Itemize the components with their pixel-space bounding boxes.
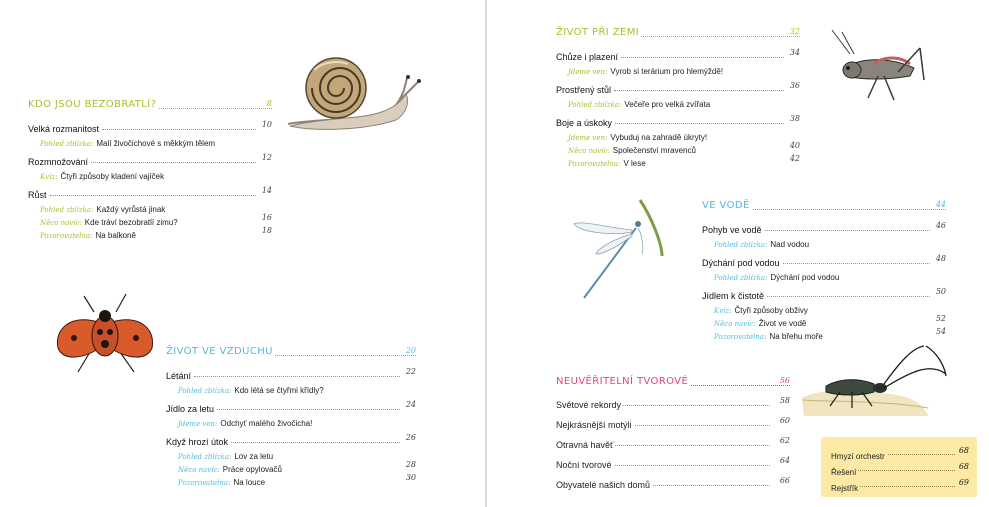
toc-section-ve-vode xyxy=(702,200,946,339)
toc-page-number: 54 xyxy=(935,327,946,336)
longhorn-beetle-illustration xyxy=(800,342,950,422)
toc-entry[interactable] xyxy=(28,152,272,166)
toc-section-kdo-jsou-bezobratli xyxy=(28,99,272,238)
toc-leader-dots xyxy=(50,195,256,196)
toc-subentry-tag: Pohled zblízka: xyxy=(568,101,622,109)
toc-subentry[interactable] xyxy=(28,133,272,146)
toc-entry-label: Noční tvorové xyxy=(556,460,612,470)
toc-entry[interactable] xyxy=(702,253,946,267)
section-page-number: 8 xyxy=(266,99,272,108)
toc-subentry[interactable] xyxy=(28,166,272,179)
snail-illustration xyxy=(286,50,426,136)
toc-subentry-tag: Pozorovatelna: xyxy=(714,333,767,341)
section-title[interactable]: ŽIVOT PŘI ZEMI xyxy=(556,27,640,38)
toc-subentry-text: Společenství mravenců xyxy=(612,146,696,155)
toc-entry[interactable] xyxy=(556,435,790,450)
toc-leader-dots xyxy=(767,296,930,297)
toc-subentry-tag: Pohled zblízka: xyxy=(40,140,94,148)
section-header xyxy=(166,346,416,360)
toc-entry[interactable] xyxy=(556,113,800,127)
toc-page-number: 36 xyxy=(789,81,800,90)
toc-page-number: 52 xyxy=(935,314,946,323)
toc-entry[interactable] xyxy=(702,286,946,300)
toc-page-number: 64 xyxy=(779,456,790,465)
toc-subentry[interactable] xyxy=(702,326,946,339)
appendix-entry[interactable] xyxy=(831,462,969,478)
toc-subentry[interactable] xyxy=(166,413,416,426)
toc-leader-dots xyxy=(231,442,400,443)
toc-entry-label: Nejkrásnější motýli xyxy=(556,420,632,430)
toc-page-number: 62 xyxy=(779,436,790,445)
toc-subentry[interactable] xyxy=(28,225,272,238)
toc-subentry-text: Malí živočichové s měkkým tělem xyxy=(96,139,216,148)
toc-page-number: 16 xyxy=(261,213,272,222)
section-header xyxy=(556,376,790,390)
toc-subentry[interactable] xyxy=(702,234,946,247)
toc-entry-label: Prostřený stůl xyxy=(556,85,612,95)
toc-page-number: 68 xyxy=(958,462,969,471)
toc-subentry-text: Na louce xyxy=(233,478,266,487)
appendix-entry[interactable] xyxy=(831,446,969,462)
toc-entry[interactable] xyxy=(28,119,272,133)
toc-page-number: 38 xyxy=(789,114,800,123)
toc-subentry-tag: Pohled zblízka: xyxy=(714,274,768,282)
toc-page-number: 68 xyxy=(958,446,969,455)
section-entries xyxy=(556,395,790,490)
section-header xyxy=(702,200,946,214)
toc-page-number: 42 xyxy=(789,154,800,163)
toc-page-number: 69 xyxy=(958,478,969,487)
toc-subentry-tag: Něco navíc: xyxy=(40,219,82,227)
toc-subentry-text: Na břehu moře xyxy=(769,332,823,341)
toc-section-neuveritelni-tvorove xyxy=(556,376,790,490)
toc-subentry[interactable] xyxy=(702,300,946,313)
toc-subentry-text: Vybuduj na zahradě úkryty! xyxy=(610,133,708,142)
toc-subentry-tag: Jdeme ven: xyxy=(568,68,608,76)
toc-subentry-tag: Pozorovatelna: xyxy=(568,160,621,168)
toc-entry[interactable] xyxy=(702,220,946,234)
toc-entry-label: Růst xyxy=(28,190,47,200)
section-page-number: 56 xyxy=(779,376,790,385)
toc-subentry[interactable] xyxy=(556,61,800,74)
toc-entry[interactable] xyxy=(166,432,416,446)
toc-subentry-tag: Něco navíc: xyxy=(714,320,756,328)
toc-entry-label: Jídlo za letu xyxy=(166,404,215,414)
toc-subentry-text: Vyrob si terárium pro hlemýždě! xyxy=(610,67,724,76)
toc-subentry-text: Nad vodou xyxy=(770,240,810,249)
section-entries xyxy=(166,366,416,485)
toc-subentry-tag: Kvíz: xyxy=(714,307,732,315)
toc-subentry-tag: Kvíz: xyxy=(40,173,58,181)
section-entries xyxy=(702,220,946,339)
toc-entry-label: Boje a úskoky xyxy=(556,118,613,128)
toc-leader-dots xyxy=(621,57,784,58)
toc-entry[interactable] xyxy=(556,47,800,61)
appendix-box xyxy=(821,437,977,497)
toc-entry-label: Obyvatelé našich domů xyxy=(556,480,651,490)
toc-leader-dots xyxy=(102,129,256,130)
section-title[interactable]: KDO JSOU BEZOBRATLÍ? xyxy=(28,99,157,110)
toc-page-number: 40 xyxy=(789,141,800,150)
toc-subentry-tag: Jdeme ven: xyxy=(178,420,218,428)
section-page-number: 32 xyxy=(789,27,800,36)
toc-page-number: 46 xyxy=(935,221,946,230)
toc-entry-label: Jídlem k čistotě xyxy=(702,291,765,301)
section-title[interactable]: ŽIVOT VE VZDUCHU xyxy=(166,346,273,357)
toc-page-number: 50 xyxy=(935,287,946,296)
toc-entry[interactable] xyxy=(556,395,790,410)
section-page-number: 44 xyxy=(935,200,946,209)
toc-subentry[interactable] xyxy=(166,472,416,485)
toc-page-number: 22 xyxy=(405,367,416,376)
toc-subentry-text: Lov za letu xyxy=(234,452,274,461)
toc-leader-dots xyxy=(783,263,930,264)
toc-subentry-tag: Pozorovatelna: xyxy=(178,479,231,487)
toc-entry[interactable] xyxy=(556,80,800,94)
toc-subentry-text: Čtyři způsoby obživy xyxy=(734,306,808,315)
toc-subentry[interactable] xyxy=(556,94,800,107)
toc-subentry[interactable] xyxy=(166,380,416,393)
appendix-entry-label: Hmyzí orchestr xyxy=(831,452,885,461)
toc-subentry[interactable] xyxy=(556,153,800,166)
toc-page-number: 12 xyxy=(261,153,272,162)
toc-subentry-text: Kdo létá se čtyřmi křídly? xyxy=(234,386,324,395)
toc-leader-dots xyxy=(615,123,784,124)
toc-entry-label: Dýchání pod vodou xyxy=(702,258,780,268)
toc-subentry-tag: Pohled zblízka: xyxy=(178,453,232,461)
toc-subentry-text: Život ve vodě xyxy=(758,319,807,328)
appendix-entry[interactable] xyxy=(831,478,969,494)
toc-leader-dots xyxy=(194,376,400,377)
toc-leader-dots xyxy=(217,409,400,410)
toc-subentry-text: Na balkoně xyxy=(95,231,136,240)
toc-subentry-tag: Pohled zblízka: xyxy=(178,387,232,395)
toc-subentry[interactable] xyxy=(702,267,946,280)
toc-subentry-text: Dýchání pod vodou xyxy=(770,273,840,282)
section-entries xyxy=(28,119,272,238)
toc-entry[interactable] xyxy=(556,455,790,470)
toc-entry-label: Pohyb ve vodě xyxy=(702,225,762,235)
toc-subentry-text: Čtyři způsoby kladení vajíček xyxy=(60,172,165,181)
toc-entry-label: Rozmnožování xyxy=(28,157,89,167)
page-fold xyxy=(485,0,487,507)
toc-subentry-tag: Pohled zblízka: xyxy=(714,241,768,249)
toc-subentry[interactable] xyxy=(166,459,416,472)
toc-subentry[interactable] xyxy=(28,212,272,225)
toc-subentry[interactable] xyxy=(28,199,272,212)
toc-entry[interactable] xyxy=(556,415,790,430)
toc-page-number: 60 xyxy=(779,416,790,425)
toc-subentry-tag: Něco navíc: xyxy=(568,147,610,155)
toc-page-number: 10 xyxy=(261,120,272,129)
damselfly-illustration xyxy=(570,198,670,304)
toc-entry-label: Chůze i plazení xyxy=(556,52,619,62)
toc-entry-label: Světové rekordy xyxy=(556,400,622,410)
section-title[interactable]: NEUVĚŘITELNÍ TVOROVÉ xyxy=(556,376,689,387)
toc-leader-dots xyxy=(91,162,256,163)
toc-subentry[interactable] xyxy=(702,313,946,326)
toc-entry-label: Létání xyxy=(166,371,192,381)
toc-section-zivot-pri-zemi xyxy=(556,27,800,166)
toc-subentry[interactable] xyxy=(556,127,800,140)
toc-section-zivot-ve-vzduchu xyxy=(166,346,416,485)
toc-page-number: 66 xyxy=(779,476,790,485)
toc-page-number: 28 xyxy=(405,460,416,469)
toc-subentry-text: Večeře pro velká zvířata xyxy=(624,100,711,109)
toc-leader-dots xyxy=(614,90,784,91)
toc-page-number: 18 xyxy=(261,226,272,235)
toc-page-number: 26 xyxy=(405,433,416,442)
toc-subentry-tag: Jdeme ven: xyxy=(568,134,608,142)
toc-subentry[interactable] xyxy=(166,446,416,459)
toc-entry-label: Když hrozí útok xyxy=(166,437,229,447)
toc-page-number: 34 xyxy=(789,48,800,57)
section-header xyxy=(556,27,800,41)
toc-page-number: 48 xyxy=(935,254,946,263)
toc-page-number: 14 xyxy=(261,186,272,195)
toc-subentry-tag: Pozorovatelna: xyxy=(40,232,93,240)
toc-entry[interactable] xyxy=(28,185,272,199)
toc-entry[interactable] xyxy=(166,399,416,413)
toc-subentry[interactable] xyxy=(556,140,800,153)
section-entries xyxy=(556,47,800,166)
toc-subentry-text: Každý vyrůstá jinak xyxy=(96,205,166,214)
toc-subentry-text: Kde tráví bezobratlí zimu? xyxy=(84,218,178,227)
grasshopper-illustration xyxy=(828,28,926,104)
toc-subentry-text: Práce opylovačů xyxy=(222,465,282,474)
toc-subentry-text: Odchyť malého živočicha! xyxy=(220,419,313,428)
firebug-illustration xyxy=(50,292,160,380)
toc-entry-label: Velká rozmanitost xyxy=(28,124,100,134)
section-header xyxy=(28,99,272,113)
toc-entry[interactable] xyxy=(166,366,416,380)
appendix-entry-label: Řešení xyxy=(831,468,857,477)
toc-leader-dots xyxy=(765,230,930,231)
toc-entry[interactable] xyxy=(556,475,790,490)
toc-page-number: 30 xyxy=(405,473,416,482)
toc-page-number: 24 xyxy=(405,400,416,409)
toc-subentry-tag: Něco navíc: xyxy=(178,466,220,474)
toc-page-number: 58 xyxy=(779,396,790,405)
appendix-entry-label: Rejstřík xyxy=(831,484,859,493)
section-page-number: 20 xyxy=(405,346,416,355)
toc-subentry-text: V lese xyxy=(623,159,646,168)
toc-subentry-tag: Pohled zblízka: xyxy=(40,206,94,214)
toc-entry-label: Otravná havěť xyxy=(556,440,614,450)
section-title[interactable]: VE VODĚ xyxy=(702,200,750,211)
